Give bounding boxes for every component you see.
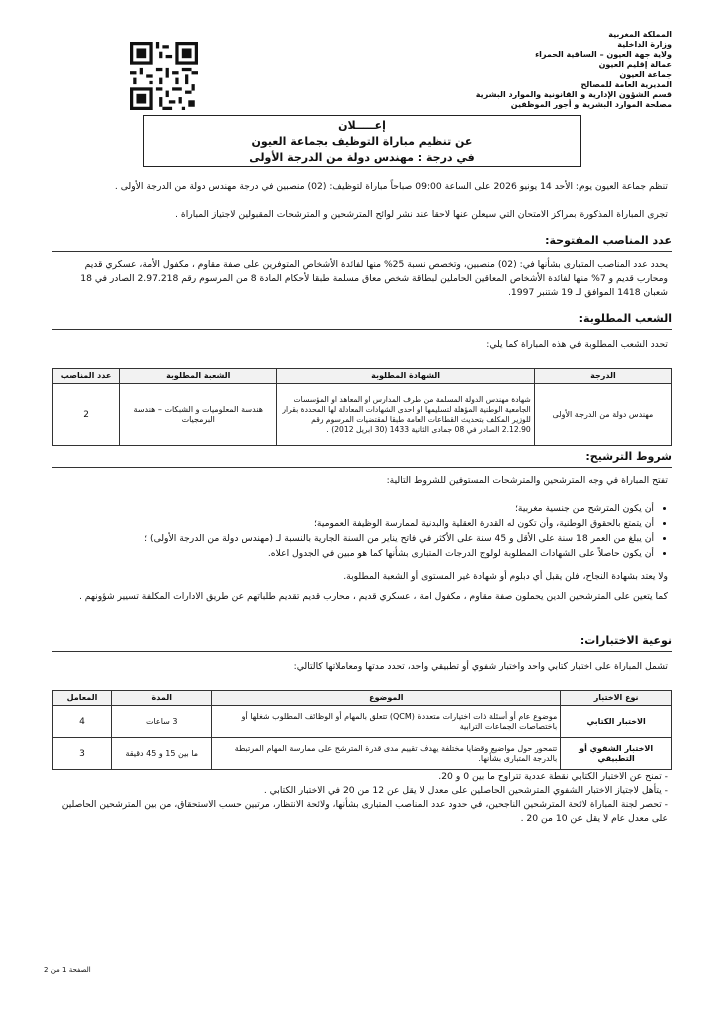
conditions-note-2: كما يتعين على المترشحين الدين يحملون صفة مقاوم ، مكفول امة ، عسكري قديم ، محارب قديم تقديم طلباتهم عن طريق الادارات المكلفة تسيير شؤونهم . [78, 591, 668, 602]
title-line-3: في درجة : مهندس دولة من الدرجة الأولى [249, 151, 475, 164]
divider [52, 467, 672, 468]
divider [52, 329, 672, 330]
exam-type-cell: الاختبار الشفوي أو التطبيقي [561, 738, 672, 770]
conditions-note-1: ولا يعتد بشهادة النجاح، فلن يقبل أي دبلوم أو شهادة غير المستوى أو الشعبة المطلوبة. [343, 571, 668, 582]
conditions-list [54, 502, 668, 562]
table-row [53, 384, 672, 446]
table-row [53, 706, 672, 738]
column-header: الدرجة [534, 369, 671, 384]
branches-heading: الشعب المطلوبة: [578, 312, 672, 325]
column-header: نوع الاختبار [561, 691, 672, 706]
header-line: المديرية العامة للمصالح [580, 80, 672, 89]
issuer-header [412, 30, 672, 110]
list-item: • أن يتمتع بالحقوق الوطنية، وأن تكون له القدرة العقلية والبدنية لممارسة الوظيفة العمومية؛ [54, 517, 654, 530]
intro-paragraph-1: تنظم جماعة العيون يوم: الأحد 14 يونيو 2026 على الساعة 09:00 صباحاً مباراة لتوظيف: (02) منصبين في درجة مهندس دولة من الدرجة الأولى . [114, 181, 668, 192]
announcement-title [143, 115, 581, 167]
list-item: • أن يكون حاصلاً على الشهادات المطلوبة لولوج الدرجات المتبارى بشأنها كما هو مبين في الجدول اعلاه. [54, 547, 654, 560]
diploma-cell: شهادة مهندس الدولة المسلمة من طرف المدارس او المعاهد او المؤسسات الجامعية الوطنية المؤهلة لتسليمها او احدى الشهادات المعادلة لها المحددة بقرار للوزير المكلف بتحديث القطاعات العامة طبقا لمقتضيات المرسوم رقم 2.12.90 الصادر في 08 جمادى الثانية 1433 (30 ابريل 2012) . [277, 384, 534, 446]
divider [52, 251, 672, 252]
qr-code [130, 42, 198, 110]
posts-heading: عدد المناصب المفتوحة: [545, 234, 672, 247]
table-header-row [53, 691, 672, 706]
list-item: • أن يكون المترشح من جنسية مغربية؛ [54, 502, 654, 515]
page-number: الصفحة 1 من 2 [44, 966, 91, 974]
conditions-heading: شروط الترشيح: [585, 450, 672, 463]
header-line: المملكة المغربية [608, 30, 672, 39]
header-line: عمالة إقليم العيون [598, 60, 672, 69]
exams-table [52, 690, 672, 770]
table-row [53, 738, 672, 770]
exam-duration-cell: 3 ساعات [112, 706, 212, 738]
column-header: الشعبة المطلوبة [120, 369, 277, 384]
exam-rule-2: - يتأهل لاجتياز الاختبار الشفوي المترشحين الحاصلين على معدل لا يقل عن 12 من 20 في الاختبار الكتابي . [263, 785, 668, 796]
exam-duration-cell: ما بين 15 و 45 دقيقة [112, 738, 212, 770]
header-line: وزارة الداخلية [617, 40, 672, 49]
grade-cell: مهندس دولة من الدرجة الأولى [534, 384, 671, 446]
exams-intro: تشمل المباراة على اختبار كتابي واحد واختبار شفوي أو تطبيقي واحد، تحدد مدتها ومعاملاتها كالتالي: [293, 661, 668, 672]
exam-coef-cell: 4 [53, 706, 112, 738]
divider [52, 651, 672, 652]
branches-paragraph: تحدد الشعب المطلوبة في هذه المباراة كما يلي: [486, 339, 668, 350]
column-header: المدة [112, 691, 212, 706]
column-header: الموضوع [212, 691, 561, 706]
posts-paragraph: يحدد عدد المناصب المتبارى بشأنها في: (02) منصبين، وتخصص نسبة 25% منها لفائدة الأشخاص المتوفرين على صفة مقاوم ، مكفول الأمة، عسكري قديم ومحارب قديم و 7% منها لفائدة الأشخاص المعاقين الحاملين لبطاقة شخص معاق مسلمة طبقا لأحكام المادة 8 من المرسوم رقم 2.97.218 الصادر في 18 شعبان 1418 الموافق لـ 19 شتنبر 1997. [80, 259, 668, 298]
conditions-intro: تفتح المباراة في وجه المترشحين والمترشحات المستوفين للشروط التالية: [386, 475, 668, 486]
header-line: جماعة العيون [619, 70, 672, 79]
branches-table [52, 368, 672, 446]
exam-coef-cell: 3 [53, 738, 112, 770]
column-header: الشهادة المطلوبة [277, 369, 534, 384]
exams-heading: نوعية الاختبارات: [579, 634, 672, 647]
header-line: ولاية جهة العيون – الساقية الحمراء [535, 50, 672, 59]
exam-rule-3: - تحصر لجنة المباراة لائحة المترشحين الناجحين، في حدود عدد المناصب المتبارى بشأنها، ولائحة الانتظار، مرتبين حسب الاستحقاق، من بين المترشحين الحاصلين على معدل عام لا يقل عن 10 من 20 . [61, 799, 668, 824]
list-item: • أن يبلغ من العمر 18 سنة على الأقل و 45 سنة على الأكثر في فاتح يناير من السنة الجارية بالنسبة لـ (مهندس دولة من الدرجة الأولى) ؛ [54, 532, 654, 545]
branch-cell: هندسة المعلوميات و الشبكات – هندسة البرمجيات [120, 384, 277, 446]
title-line-1: إعـــــلان [338, 119, 386, 132]
exam-type-cell: الاختبار الكتابي [561, 706, 672, 738]
exam-subject-cell: تتمحور حول مواضيع وقضايا مختلفة يهدف تقييم مدى قدرة المترشح على ممارسة المهام المرتبطة بالدرجة المتبارى بشأنها. [212, 738, 561, 770]
count-cell: 2 [53, 384, 120, 446]
column-header: عدد المناصب [53, 369, 120, 384]
exam-subject-cell: موضوع عام أو أسئلة ذات اختيارات متعددة (QCM) تتعلق بالمهام أو الوظائف المطلوب شغلها أو باختصاصات الجماعات الترابية [212, 706, 561, 738]
title-line-2: عن تنظيم مباراة التوظيف بجماعة العيون [251, 135, 473, 148]
table-header-row [53, 369, 672, 384]
exam-rule-1: - تمنح عن الاختبار الكتابي نقطة عددية تتراوح ما بين 0 و 20. [438, 771, 668, 782]
header-line: مصلحة الموارد البشرية و أجور الموظفين [510, 100, 672, 109]
header-line: قسم الشؤون الإدارية و القانونية والموارد البشرية [475, 90, 672, 99]
intro-paragraph-2: تجرى المباراة المذكورة بمراكز الامتحان التي سيعلن عنها لاحقا عند نشر لوائح المترشحين و المترشحات المقبولين لاجتياز المباراة . [175, 209, 668, 220]
column-header: المعامل [53, 691, 112, 706]
